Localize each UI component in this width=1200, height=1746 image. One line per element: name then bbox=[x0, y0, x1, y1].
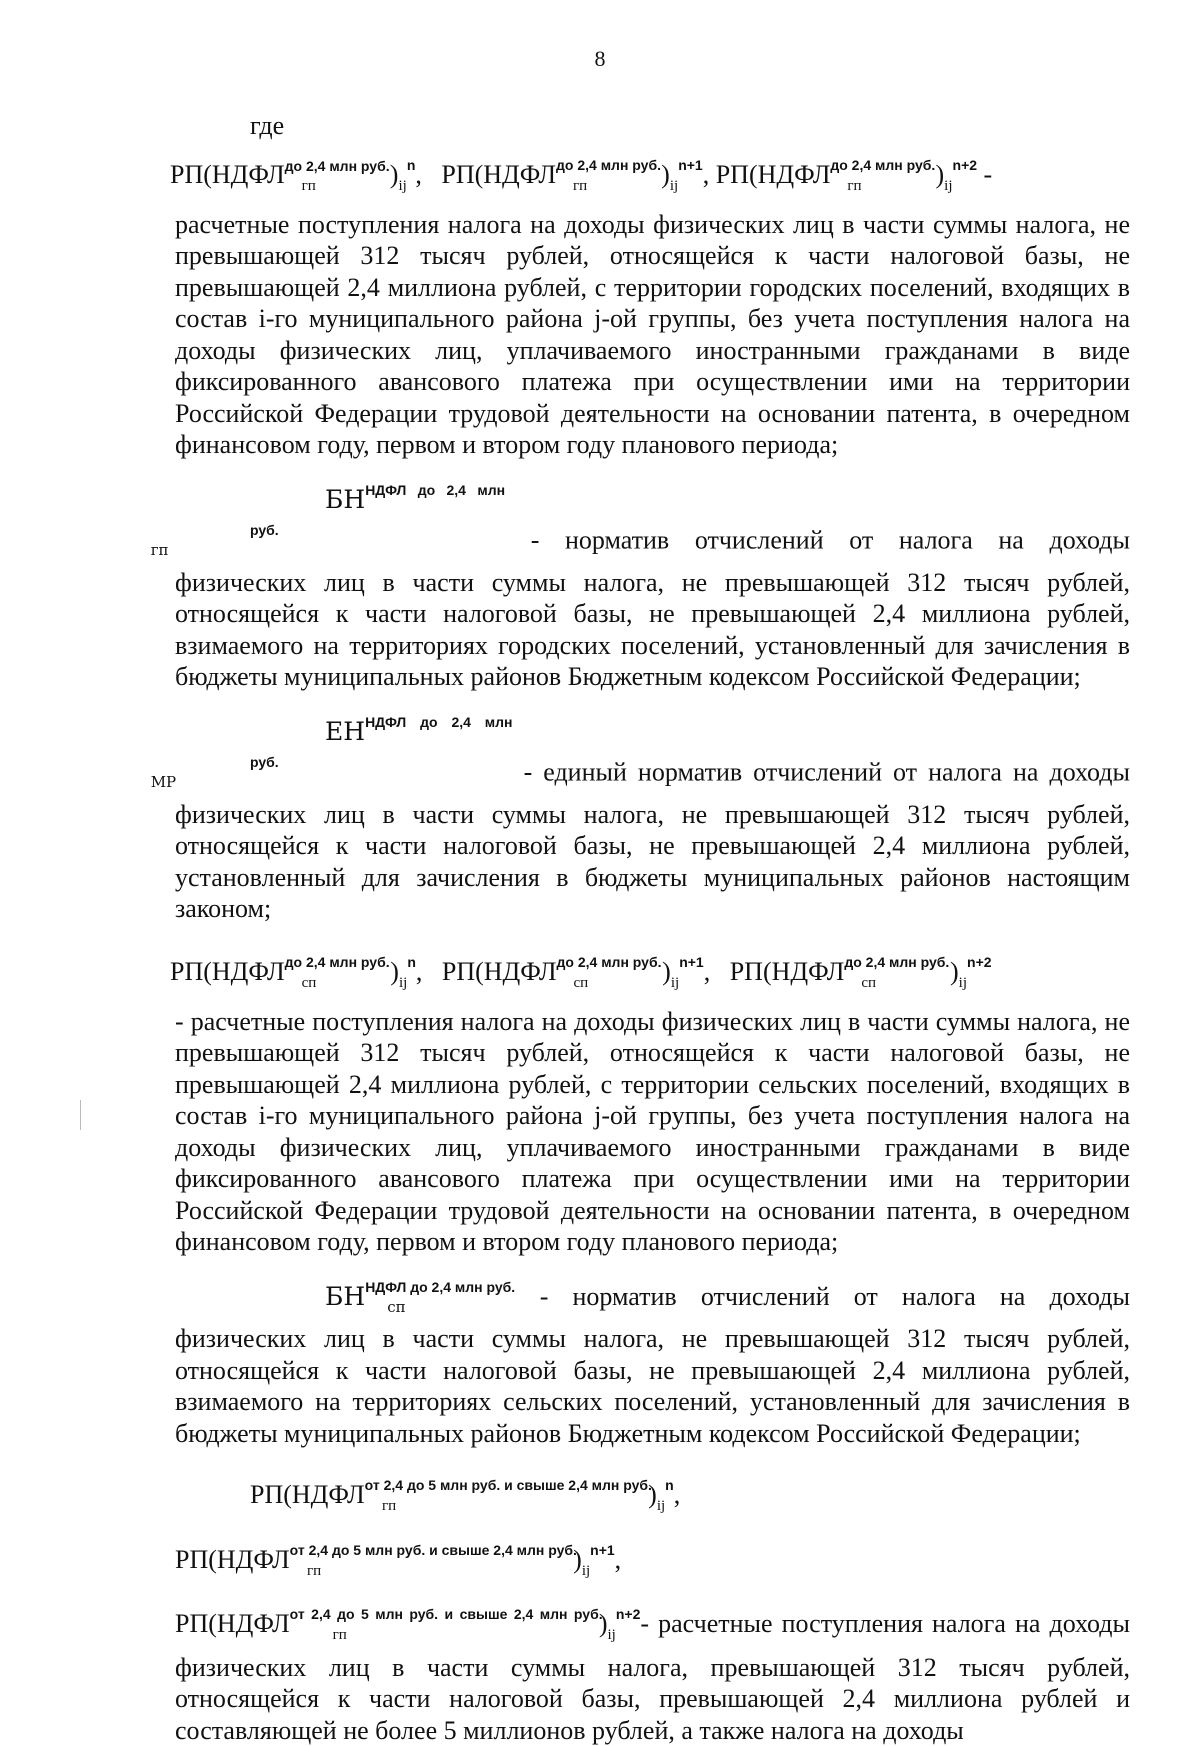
formula-rp-gp: $РП(НДФЛ^{до 2,4 млн руб.}_{гп}$ )$_{ij}^n$, $РП(НДФЛ^{до 2,4 млн руб.}_{гп}$ )$_{ij}^{n+1}$, $РП(НДФЛ^{до 2,4 млн руб.}_{гп}$ )$_{ij}^{n+2}$ - bbox=[170, 156, 993, 194]
scan-artifact-line bbox=[80, 1100, 81, 1130]
section-3-text: - единый норматив отчислений от налога на доходы физических лиц в части суммы налога, не превышающей 312 тысяч рублей, относящейся к части налоговой базы, не превышающей 2,4 миллиона рублей, установленный для зачисления в бюджеты муниципальных районов настоящим законом; bbox=[175, 757, 1130, 923]
page-number: 8 bbox=[594, 46, 606, 71]
symbol-en-mr: $ЕН^{НДФЛ до 2,4 млн руб.}_{МР}$ bbox=[150, 713, 513, 791]
symbol-bn-gp: $БН^{НДФЛ до 2,4 млн руб.}_{гп}$ bbox=[150, 481, 506, 559]
intro-word: где bbox=[250, 111, 285, 140]
section-5-text: - норматив отчислений от налога на доходы физических лиц в части суммы налога, не превышающей 312 тысяч рублей, относящейся к части налоговой базы, не превышающей 2,4 миллиона рублей, взимаемого на территориях сельских поселений, установленный для зачисления в бюджеты муниципальных районов Бюджетным кодексом Российской Федерации; bbox=[175, 1281, 1130, 1448]
formula-rp-gp-over-n2: $РП(НДФЛ^{от 2,4 до 5 млн руб. и свыше 2,4 млн руб.}_{гп}$ )$_{ij}^{n+2}$ bbox=[175, 1606, 641, 1643]
section-6 bbox=[175, 1599, 1130, 1746]
section-2 bbox=[150, 475, 1131, 693]
symbol-bn-sp: $БН^{НДФЛ до 2,4 млн руб.}_{сп}$ bbox=[325, 1278, 516, 1316]
section-6-text: - расчетные поступления налога на доходы физических лиц в части суммы налога, превышающей 312 тысяч рублей, относящейся к части налоговой базы, превышающей 2,4 миллиона рублей и составляющей не более 5 миллионов рублей, а также налога на доходы bbox=[175, 1609, 1131, 1745]
section-4-text: - расчетные поступления налога на доходы физических лиц в части суммы налога, не превышающей 312 тысяч рублей, относящейся к части налоговой базы, не превышающей 2,4 миллиона рублей, с территории сельских поселений, входящих в состав i-го муниципального района j-ой группы, без учета поступления налога на доходы физических лиц, уплачиваемого иностранными гражданами в виде фиксированного авансового платежа при осуществлении ими на территории Российской Федерации трудовой деятельности на основании патента, в очередном финансовом году, первом и втором году планового периода; bbox=[175, 1006, 1130, 1256]
section-1-text: расчетные поступления налога на доходы физических лиц в части суммы налога, не превышающей 312 тысяч рублей, относящейся к части налоговой базы, не превышающей 2,4 миллиона рублей, с территории городских поселений, входящих в состав i-го муниципального района j-ой группы, без учета поступления налога на доходы физических лиц, уплачиваемого иностранными гражданами в виде фиксированного авансового платежа при осуществлении ими на территории Российской Федерации трудовой деятельности на основании патента, в очередном финансовом году, первом и втором году планового периода; bbox=[175, 209, 1130, 459]
section-3 bbox=[150, 707, 1130, 925]
formula-rp-gp-over-n: $РП(НДФЛ^{от 2,4 до 5 млн руб. и свыше 2,4 млн руб.}_{гп}$ )$_{ij}^n$, bbox=[250, 1477, 681, 1514]
document-body bbox=[150, 110, 1131, 1746]
section-5 bbox=[175, 1272, 1130, 1450]
formula-rp-sp: $РП(НДФЛ^{до 2,4 млн руб.}_{сп}$ )$_{ij}^n$, $РП(НДФЛ^{до 2,4 млн руб.}_{сп}$ )$_{ij}^{n+1}$, $РП(НДФЛ^{до 2,4 млн руб.}_{сп}$ )$_{ij}^{n+2}$ bbox=[170, 953, 992, 991]
section-2-text: - норматив отчислений от налога на доходы физических лиц в части суммы налога, не превышающей 312 тысяч рублей, относящейся к части налоговой базы, не превышающей 2,4 миллиона рублей, взимаемого на территориях городских поселений, установленный для зачисления в бюджеты муниципальных районов Бюджетным кодексом Российской Федерации; bbox=[175, 525, 1131, 691]
formula-rp-gp-over-n1: $РП(НДФЛ^{от 2,4 до 5 млн руб. и свыше 2,4 млн руб.}_{гп}$ )$_{ij}^{n+1}$, bbox=[175, 1542, 622, 1579]
